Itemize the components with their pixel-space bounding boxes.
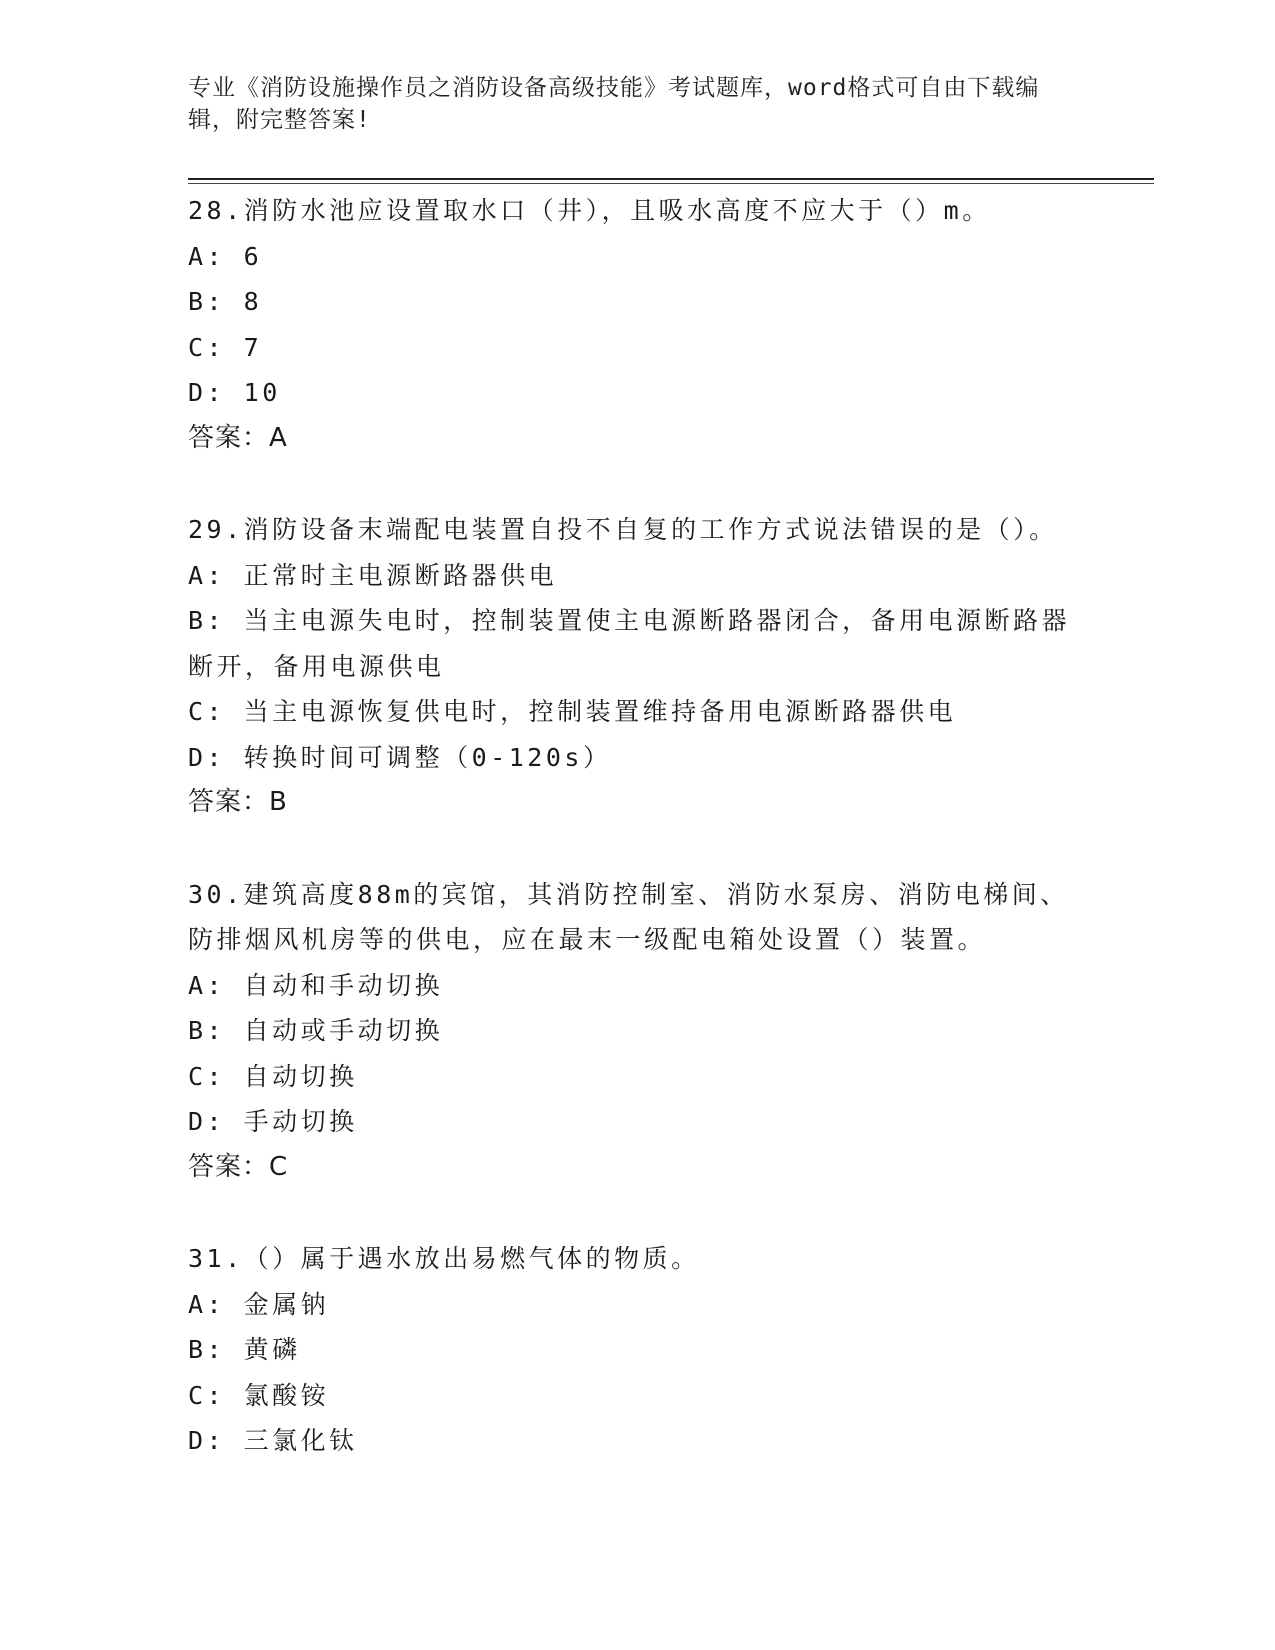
option-d: D: 转换时间可调整（0-120s） bbox=[188, 742, 612, 772]
question-item bbox=[188, 872, 1078, 1191]
question-item bbox=[188, 188, 1078, 461]
option-d: D: 10 bbox=[188, 378, 281, 407]
question-list bbox=[188, 188, 1078, 1510]
question-item bbox=[188, 1236, 1078, 1464]
option-b: B: 黄磷 bbox=[188, 1335, 301, 1364]
header-divider-secondary bbox=[188, 183, 1154, 184]
answer-line: 答案：C bbox=[188, 1151, 289, 1182]
option-b: B: 当主电源失电时，控制装置使主电源断路器闭合，备用电源断路器断开，备用电源供电 bbox=[188, 606, 1071, 681]
option-c: C: 氯酸铵 bbox=[188, 1380, 330, 1410]
option-a: A: 正常时主电源断路器供电 bbox=[188, 560, 558, 590]
option-c: C: 当主电源恢复供电时，控制装置维持备用电源断路器供电 bbox=[188, 697, 957, 726]
answer-line: 答案：B bbox=[188, 787, 288, 817]
question-stem: 29.消防设备末端配电装置自投不自复的工作方式说法错误的是（）。 bbox=[188, 515, 1058, 544]
document-intro: 专业《消防设施操作员之消防设备高级技能》考试题库，word格式可自由下载编辑，附完整答案! bbox=[188, 75, 1040, 133]
option-b: B: 8 bbox=[188, 287, 263, 316]
option-b: B: 自动或手动切换 bbox=[188, 1016, 444, 1045]
header-divider bbox=[188, 178, 1154, 180]
question-item bbox=[188, 507, 1078, 826]
question-stem: 28.消防水池应设置取水口（井），且吸水高度不应大于（）m。 bbox=[188, 196, 991, 225]
option-c: C: 7 bbox=[188, 332, 263, 362]
option-c: C: 自动切换 bbox=[188, 1061, 358, 1091]
option-a: A: 自动和手动切换 bbox=[188, 970, 444, 1000]
question-stem: 31.（）属于遇水放出易燃气体的物质。 bbox=[188, 1244, 700, 1273]
question-stem: 30.建筑高度88m的宾馆，其消防控制室、消防水泵房、消防电梯间、防排烟风机房等的供电，应在最末一级配电箱处设置（）装置。 bbox=[188, 879, 1069, 954]
option-a: A: 6 bbox=[188, 241, 263, 271]
option-a: A: 金属钠 bbox=[188, 1289, 330, 1319]
option-d: D: 三氯化钛 bbox=[188, 1426, 358, 1455]
option-d: D: 手动切换 bbox=[188, 1107, 358, 1136]
answer-line: 答案：A bbox=[188, 422, 288, 453]
